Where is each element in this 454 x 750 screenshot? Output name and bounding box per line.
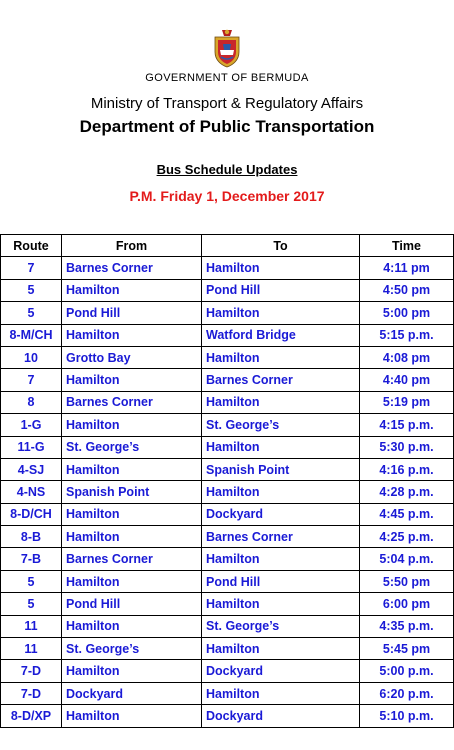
route-cell: 7 [1,369,62,391]
time-cell: 5:45 pm [360,638,454,660]
to-cell: Dockyard [202,660,360,682]
column-header-from: From [62,235,202,257]
to-cell: Dockyard [202,503,360,525]
to-cell: St. George’s [202,615,360,637]
route-cell: 11 [1,615,62,637]
time-cell: 5:10 p.m. [360,705,454,727]
table-row [1,257,454,279]
department-name: Department of Public Transportation [79,117,375,136]
table-row [1,503,454,525]
from-cell: Grotto Bay [62,346,202,368]
from-cell: St. George’s [62,638,202,660]
to-cell: Spanish Point [202,458,360,480]
to-cell: St. George’s [202,414,360,436]
time-cell: 5:00 pm [360,302,454,324]
table-row [1,570,454,592]
route-cell: 11-G [1,436,62,458]
table-row [1,324,454,346]
route-cell: 4-NS [1,481,62,503]
to-cell: Hamilton [202,346,360,368]
to-cell: Barnes Corner [202,369,360,391]
from-cell: Hamilton [62,705,202,727]
route-cell: 4-SJ [1,458,62,480]
ministry-name: Ministry of Transport & Regulatory Affairs [90,95,364,112]
table-row [1,615,454,637]
to-cell: Barnes Corner [202,526,360,548]
table-row [1,481,454,503]
from-cell: Hamilton [62,324,202,346]
table-row [1,414,454,436]
time-cell: 6:20 p.m. [360,682,454,704]
from-cell: Hamilton [62,503,202,525]
table-row [1,391,454,413]
to-cell: Pond Hill [202,570,360,592]
from-cell: Barnes Corner [62,548,202,570]
table-body [1,257,454,727]
table-row [1,302,454,324]
from-cell: Hamilton [62,570,202,592]
to-cell: Hamilton [202,302,360,324]
time-cell: 4:25 p.m. [360,526,454,548]
route-cell: 8-D/CH [1,503,62,525]
table-row [1,279,454,301]
route-cell: 7-B [1,548,62,570]
time-cell: 4:28 p.m. [360,481,454,503]
table-row [1,682,454,704]
column-header-route: Route [1,235,62,257]
table-row [1,548,454,570]
route-cell: 5 [1,279,62,301]
from-cell: Hamilton [62,279,202,301]
route-cell: 10 [1,346,62,368]
time-cell: 4:35 p.m. [360,615,454,637]
table-row [1,346,454,368]
time-cell: 4:50 pm [360,279,454,301]
table-row [1,436,454,458]
route-cell: 5 [1,570,62,592]
route-cell: 8-D/XP [1,705,62,727]
to-cell: Hamilton [202,257,360,279]
to-cell: Pond Hill [202,279,360,301]
table-row [1,593,454,615]
route-cell: 5 [1,593,62,615]
time-cell: 5:00 p.m. [360,660,454,682]
from-cell: Pond Hill [62,593,202,615]
route-cell: 8-B [1,526,62,548]
from-cell: Dockyard [62,682,202,704]
to-cell: Hamilton [202,682,360,704]
time-cell: 4:11 pm [360,257,454,279]
from-cell: Pond Hill [62,302,202,324]
from-cell: Spanish Point [62,481,202,503]
from-cell: Barnes Corner [62,391,202,413]
to-cell: Hamilton [202,481,360,503]
from-cell: St. George’s [62,436,202,458]
time-cell: 5:30 p.m. [360,436,454,458]
time-cell: 4:08 pm [360,346,454,368]
route-cell: 5 [1,302,62,324]
route-cell: 7-D [1,660,62,682]
to-cell: Hamilton [202,436,360,458]
from-cell: Hamilton [62,660,202,682]
table-row [1,705,454,727]
from-cell: Hamilton [62,526,202,548]
time-cell: 4:15 p.m. [360,414,454,436]
time-cell: 4:45 p.m. [360,503,454,525]
table-row [1,638,454,660]
route-cell: 8 [1,391,62,413]
time-cell: 4:16 p.m. [360,458,454,480]
schedule-title: Bus Schedule Updates [156,162,298,177]
government-name: GOVERNMENT OF BERMUDA [145,72,309,84]
table-row [1,458,454,480]
table-row [1,526,454,548]
route-cell: 8-M/CH [1,324,62,346]
schedule-date: P.M. Friday 1, December 2017 [129,188,325,204]
column-header-time: Time [360,235,454,257]
bus-schedule-table [0,234,454,728]
time-cell: 5:50 pm [360,570,454,592]
table-row [1,660,454,682]
from-cell: Hamilton [62,615,202,637]
from-cell: Hamilton [62,369,202,391]
to-cell: Hamilton [202,593,360,615]
to-cell: Hamilton [202,638,360,660]
route-cell: 7 [1,257,62,279]
route-cell: 1-G [1,414,62,436]
table-row [1,369,454,391]
to-cell: Hamilton [202,391,360,413]
time-cell: 6:00 pm [360,593,454,615]
time-cell: 5:15 p.m. [360,324,454,346]
route-cell: 7-D [1,682,62,704]
from-cell: Barnes Corner [62,257,202,279]
time-cell: 5:19 pm [360,391,454,413]
to-cell: Hamilton [202,548,360,570]
route-cell: 11 [1,638,62,660]
column-header-to: To [202,235,360,257]
time-cell: 4:40 pm [360,369,454,391]
time-cell: 5:04 p.m. [360,548,454,570]
to-cell: Dockyard [202,705,360,727]
from-cell: Hamilton [62,414,202,436]
table-header-row [1,235,454,257]
from-cell: Hamilton [62,458,202,480]
to-cell: Watford Bridge [202,324,360,346]
bermuda-crest-icon [211,26,243,68]
